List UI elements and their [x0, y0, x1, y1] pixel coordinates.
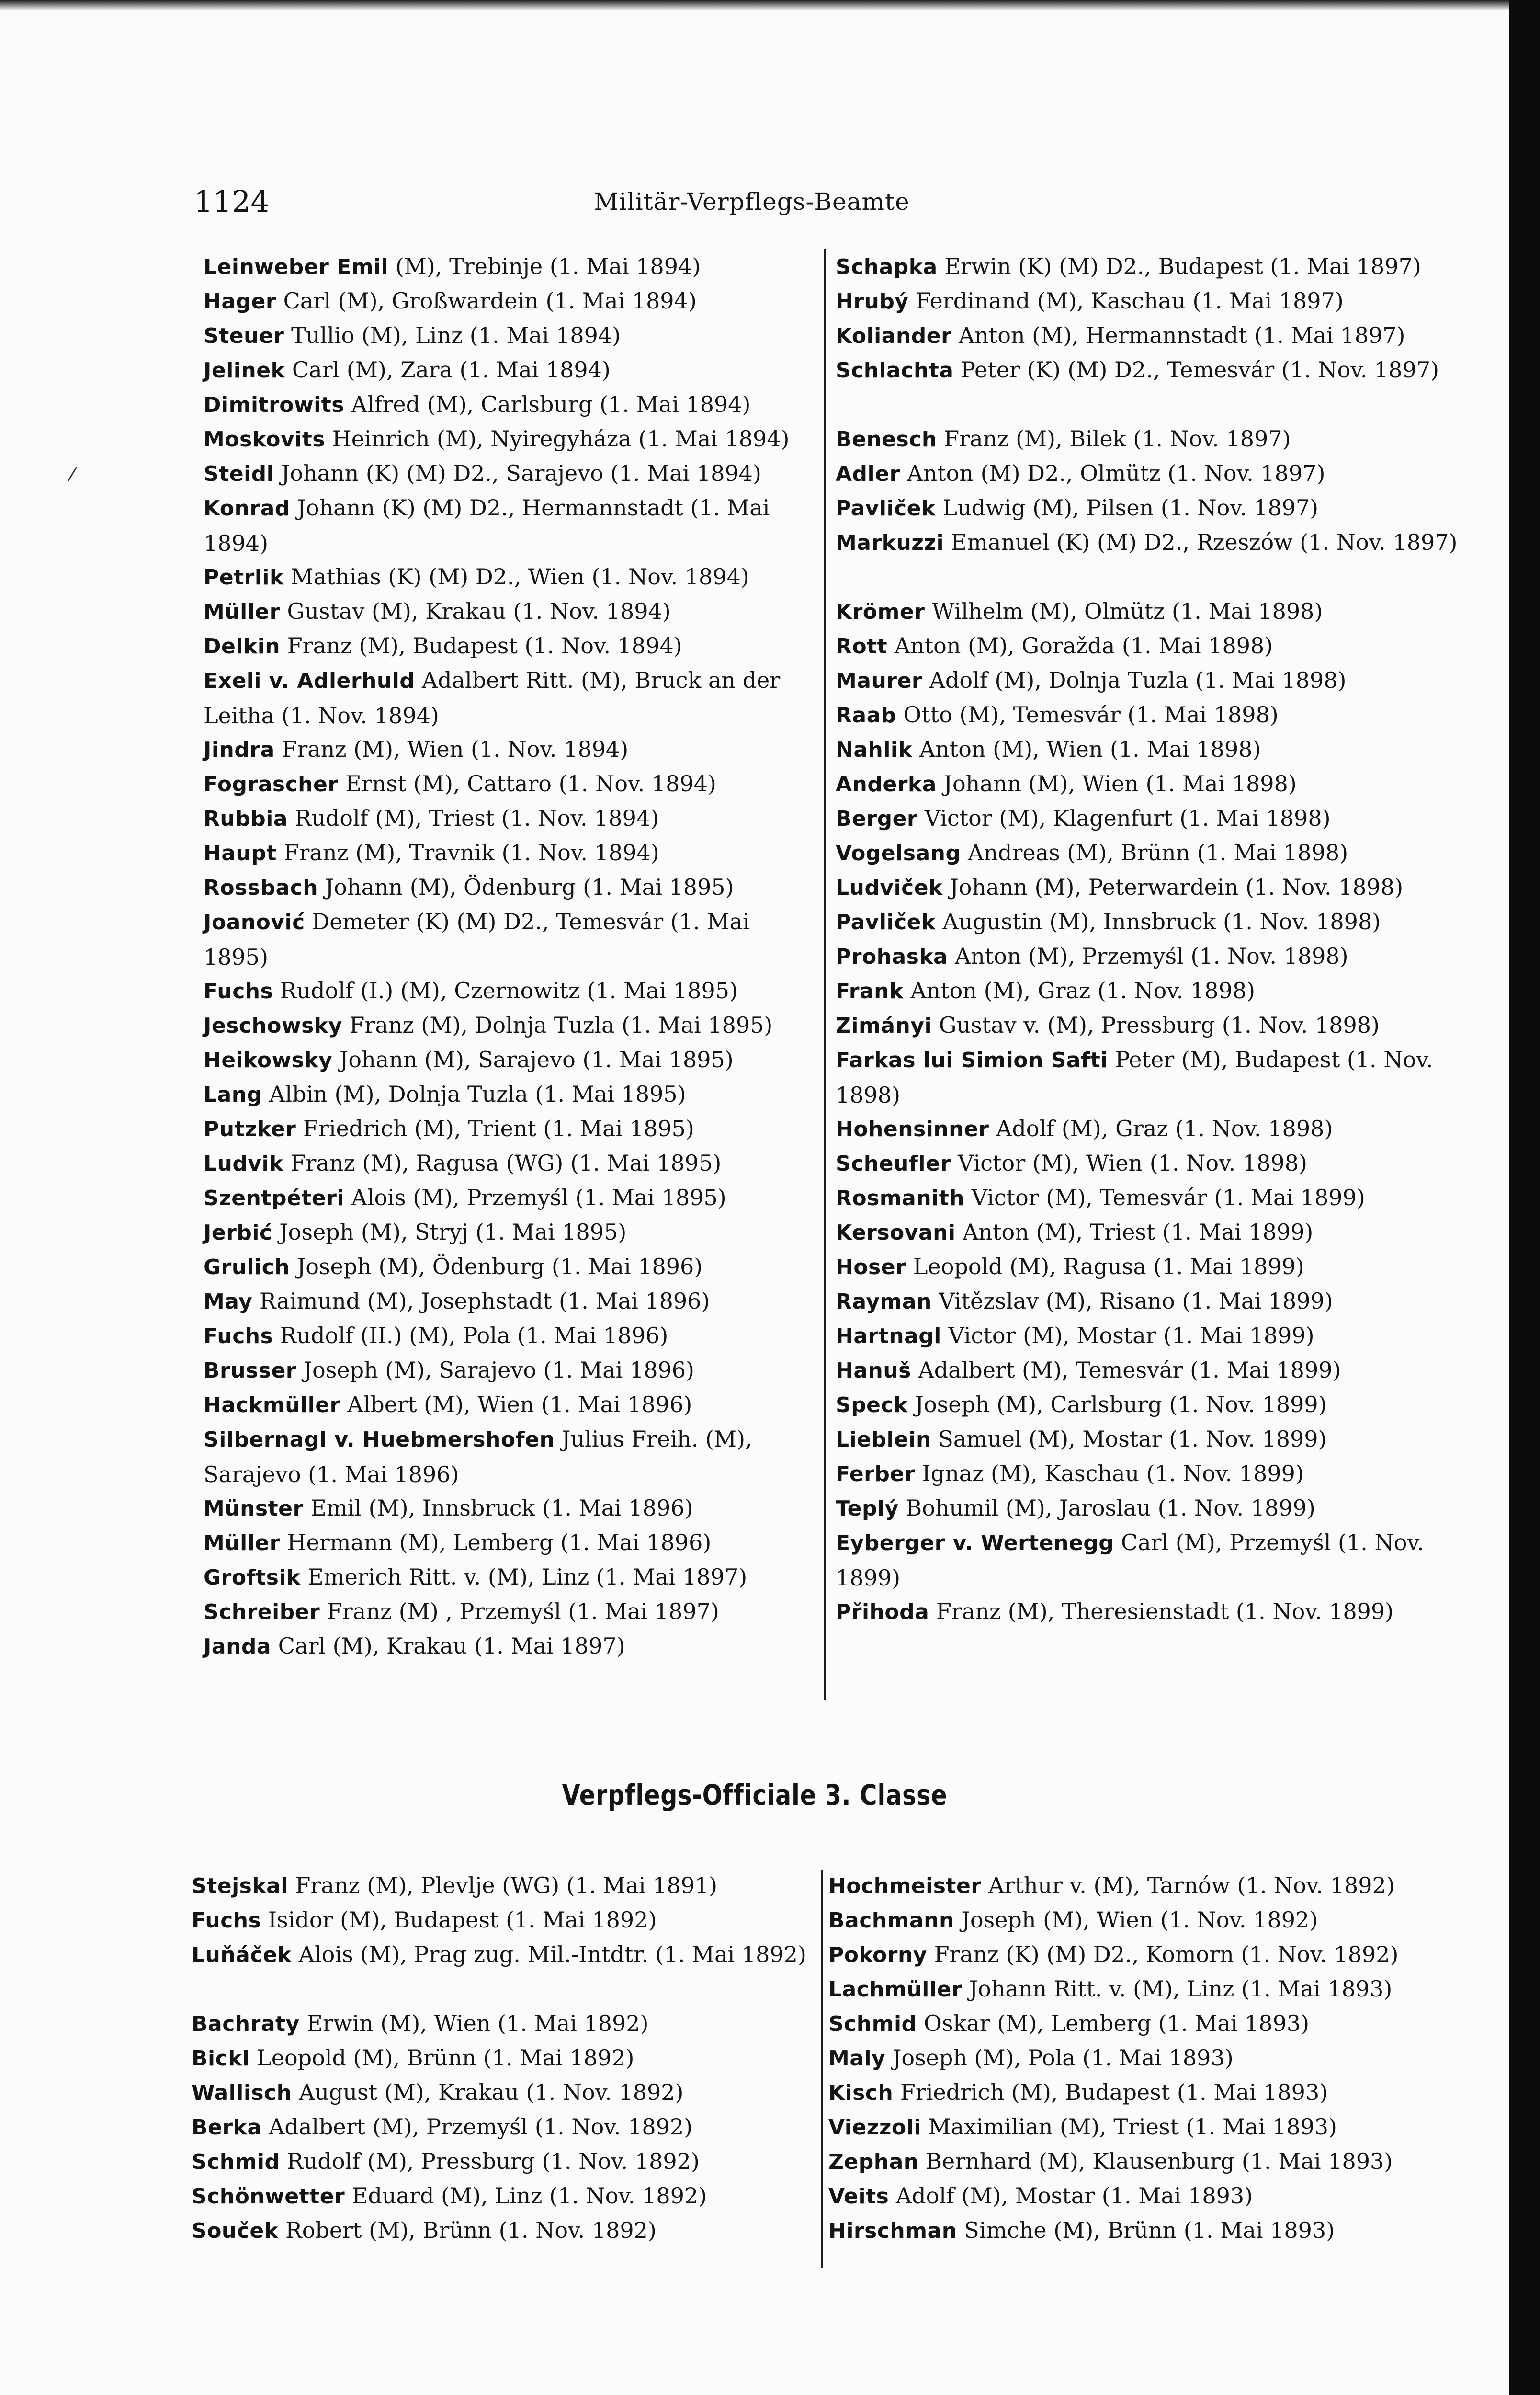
page-number: 1124 [194, 184, 270, 219]
list-item [204, 732, 821, 767]
entry-details: Joseph (M), Carlsburg (1. Nov. 1899) [907, 1391, 1327, 1417]
entry-details: Ernst (M), Cattaro (1. Nov. 1894) [338, 771, 716, 797]
entry-details: Adalbert Ritt. (M), Bruck an der Leitha (1. Nov. 1894) [204, 667, 781, 729]
list-item [836, 1008, 1482, 1043]
entry-details: Ferdinand (M), Kaschau (1. Mai 1897) [908, 288, 1344, 314]
entry-surname: Grulich [204, 1255, 290, 1279]
section-heading: Verpflegs-Officiale 3. Classe [562, 1779, 948, 1812]
entry-details: Franz (M), Travnik (1. Nov. 1894) [276, 840, 659, 866]
list-item [836, 663, 1482, 698]
list-item [836, 594, 1482, 629]
entry-surname: Hochmeister [828, 1874, 982, 1898]
entry-surname: Fograscher [204, 772, 339, 797]
entry-surname: Heikowsky [204, 1048, 333, 1072]
entry-surname: Fuchs [204, 979, 273, 1004]
entry-surname: Müller [204, 600, 280, 624]
list-item [836, 870, 1482, 905]
entry-surname: Exeli v. Adlerhuld [204, 669, 415, 693]
entry-surname: Scheufler [836, 1152, 951, 1176]
entry-details: Oskar (M), Lemberg (1. Mai 1893) [917, 2010, 1310, 2036]
entry-details: Franz (M), Budapest (1. Nov. 1894) [280, 633, 682, 659]
entry-details: Simche (M), Brünn (1. Mai 1893) [957, 2217, 1335, 2243]
entry-details: Carl (M), Przemyśl (1. Nov. 1899) [836, 1529, 1424, 1591]
entry-surname: Müller [204, 1531, 280, 1555]
entry-details: Joseph (M), Sarajevo (1. Mai 1896) [296, 1357, 694, 1383]
entry-surname: Maly [828, 2046, 886, 2071]
list-item [836, 490, 1482, 526]
entry-surname: Frank [836, 979, 904, 1004]
list-item [828, 2075, 1470, 2110]
entry-details: Leopold (M), Brünn (1. Mai 1892) [249, 2045, 634, 2071]
list-item [204, 766, 821, 802]
entry-surname: Hoser [836, 1255, 906, 1279]
list-item [836, 1353, 1482, 1388]
entry-surname: Delkin [204, 634, 281, 659]
list-item [204, 1525, 821, 1561]
list-item [204, 628, 821, 664]
entry-surname: Moskovits [204, 427, 325, 452]
entry-details: August (M), Krakau (1. Nov. 1892) [292, 2079, 684, 2105]
entry-surname: Souček [192, 2219, 279, 2243]
entry-details: Wilhelm (M), Olmütz (1. Mai 1898) [925, 598, 1323, 624]
entry-surname: Petrlik [204, 565, 284, 590]
list-item [204, 1146, 821, 1181]
entry-surname: Kisch [828, 2081, 894, 2105]
entry-surname: Teplý [836, 1496, 899, 1521]
entry-surname: Viezzoli [828, 2115, 921, 2140]
list-item [204, 490, 821, 560]
entry-details: Rudolf (II.) (M), Pola (1. Mai 1896) [273, 1323, 668, 1348]
entry-surname: Stejskal [192, 1874, 288, 1898]
list-item [204, 1560, 821, 1595]
entry-surname: Adler [836, 462, 900, 486]
list-item [192, 2110, 814, 2145]
list-item [836, 456, 1482, 491]
entry-details: Anton (M), Triest (1. Mai 1899) [955, 1219, 1314, 1245]
list-item [204, 1249, 821, 1285]
list-item [204, 1180, 821, 1216]
entry-surname: Konrad [204, 496, 290, 521]
list-item [192, 2041, 814, 2076]
list-item [836, 1491, 1482, 1526]
entry-surname: Jeschowsky [204, 1014, 342, 1038]
entry-surname: Haupt [204, 841, 277, 866]
entry-details: Anton (M), Hermannstadt (1. Mai 1897) [951, 322, 1405, 348]
entry-surname: Hanuš [836, 1358, 911, 1383]
list-item [836, 973, 1482, 1009]
entry-surname: Lieblein [836, 1427, 931, 1452]
entry-details: Franz (M), Plevlje (WG) (1. Mai 1891) [288, 1872, 718, 1898]
entry-details: Franz (M), Ragusa (WG) (1. Mai 1895) [283, 1150, 722, 1176]
entry-details: Adolf (M), Dolnja Tuzla (1. Mai 1898) [922, 667, 1347, 693]
upper-left-column [204, 249, 821, 1700]
entry-surname: Schapka [836, 255, 938, 279]
entry-surname: Groftsik [204, 1565, 301, 1590]
list-item [204, 801, 821, 836]
entry-surname: Pavliček [836, 496, 936, 521]
entry-surname: Dimitrowits [204, 393, 344, 417]
entry-details: Albert (M), Wien (1. Mai 1896) [340, 1391, 692, 1417]
list-item [204, 1111, 821, 1147]
list-item [192, 1868, 814, 1904]
entry-surname: Kersovani [836, 1220, 956, 1245]
entry-details: Leopold (M), Ragusa (1. Mai 1899) [906, 1254, 1304, 1279]
entry-surname: Ludviček [836, 876, 943, 900]
entry-details: Carl (M), Krakau (1. Mai 1897) [271, 1633, 625, 1659]
entry-details: Rudolf (I.) (M), Czernowitz (1. Mai 1895) [273, 978, 738, 1004]
entry-details: Augustin (M), Innsbruck (1. Nov. 1898) [935, 909, 1381, 935]
entry-details: Emerich Ritt. v. (M), Linz (1. Mai 1897) [300, 1564, 747, 1590]
entry-surname: Anderka [836, 772, 937, 797]
entry-details: Samuel (M), Mostar (1. Nov. 1899) [931, 1426, 1327, 1452]
list-item [836, 422, 1482, 457]
list-item [836, 1249, 1482, 1285]
entry-details: Emanuel (K) (M) D2., Rzeszów (1. Nov. 1897) [944, 529, 1458, 555]
entry-surname: May [204, 1289, 253, 1314]
list-item [828, 2041, 1470, 2076]
entry-details: Victor (M), Mostar (1. Mai 1899) [941, 1323, 1314, 1348]
entry-details: Erwin (K) (M) D2., Budapest (1. Mai 1897) [937, 253, 1421, 279]
list-item [836, 1318, 1482, 1354]
list-item [204, 387, 821, 422]
entry-surname: Prohaska [836, 945, 948, 969]
entry-details: Johann (K) (M) D2., Sarajevo (1. Mai 1894) [274, 460, 761, 486]
list-item [836, 318, 1482, 354]
list-item [836, 1387, 1482, 1423]
lower-right-column [828, 1868, 1470, 2266]
entry-details: Ludwig (M), Pilsen (1. Nov. 1897) [935, 495, 1319, 521]
entry-surname: Joanović [204, 910, 305, 935]
list-item [192, 2006, 814, 2041]
scan-edge-right [1509, 0, 1540, 2395]
list-item [204, 559, 821, 595]
list-item [204, 663, 821, 733]
entry-surname: Szentpéteri [204, 1186, 344, 1210]
list-item [836, 1594, 1482, 1630]
entry-surname: Markuzzi [836, 531, 944, 555]
list-item [836, 1422, 1482, 1457]
entry-surname: Berka [192, 2115, 262, 2140]
list-item [204, 422, 821, 457]
entry-details: Johann Ritt. v. (M), Linz (1. Mai 1893) [962, 1976, 1393, 2002]
entry-surname: Maurer [836, 669, 923, 693]
running-title: Militär-Verpflegs-Beamte [594, 188, 910, 216]
list-item [828, 2213, 1470, 2248]
entry-details: Franz (M) , Przemyśl (1. Mai 1897) [320, 1598, 719, 1624]
list-item [836, 1456, 1482, 1492]
entry-details: Isidor (M), Budapest (1. Mai 1892) [261, 1907, 657, 1933]
entry-surname: Hrubý [836, 289, 909, 314]
entry-details: Hermann (M), Lemberg (1. Mai 1896) [280, 1529, 712, 1555]
entry-details: Franz (M), Wien (1. Nov. 1894) [274, 736, 629, 762]
list-item [204, 1008, 821, 1043]
entry-surname: Fuchs [192, 1908, 261, 1933]
entry-surname: Schmid [828, 2012, 917, 2036]
entry-details: Johann (M), Sarajevo (1. Mai 1895) [332, 1047, 734, 1072]
entry-details: Bohumil (M), Jaroslau (1. Nov. 1899) [898, 1495, 1315, 1521]
entry-details: Anton (M), Wien (1. Mai 1898) [912, 736, 1261, 762]
entry-surname: Putzker [204, 1117, 296, 1141]
entry-details: Bernhard (M), Klausenburg (1. Mai 1893) [918, 2148, 1393, 2174]
entry-details: Johann (M), Peterwardein (1. Nov. 1898) [942, 874, 1404, 900]
entry-surname: Ludvik [204, 1152, 283, 1176]
list-item [192, 2178, 814, 2214]
entry-surname: Jindra [204, 738, 275, 762]
entry-details: Gustav v. (M), Pressburg (1. Nov. 1898) [932, 1012, 1380, 1038]
list-item [836, 1215, 1482, 1250]
entry-details: Joseph (M), Ödenburg (1. Mai 1896) [290, 1254, 703, 1279]
entry-details: Ignaz (M), Kaschau (1. Nov. 1899) [915, 1460, 1304, 1486]
list-item [836, 1180, 1482, 1216]
list-item [828, 2178, 1470, 2214]
entry-surname: Bickl [192, 2046, 250, 2071]
list-item [204, 318, 821, 354]
entry-details: Joseph (M), Pola (1. Mai 1893) [885, 2045, 1234, 2071]
entry-details: (M), Trebinje (1. Mai 1894) [388, 253, 701, 279]
entry-details: Robert (M), Brünn (1. Nov. 1892) [278, 2217, 657, 2243]
entry-details: Otto (M), Temesvár (1. Mai 1898) [896, 702, 1279, 728]
entry-surname: Jerbić [204, 1220, 272, 1245]
scan-edge-top [0, 0, 1540, 11]
entry-details: Adolf (M), Graz (1. Nov. 1898) [989, 1116, 1333, 1141]
list-item [204, 1318, 821, 1354]
list-item [204, 1594, 821, 1630]
list-item [828, 1868, 1470, 1904]
list-item [828, 1937, 1470, 1973]
entry-details: Vitězslav (M), Risano (1. Mai 1899) [931, 1288, 1333, 1314]
lower-left-column [192, 1868, 814, 2266]
entry-surname: Hartnagl [836, 1324, 941, 1348]
entry-details: Mathias (K) (M) D2., Wien (1. Nov. 1894) [283, 564, 749, 590]
list-item [204, 835, 821, 871]
entry-surname: Lachmüller [828, 1977, 962, 2002]
entry-details: Adolf (M), Mostar (1. Mai 1893) [889, 2183, 1253, 2209]
entry-surname: Leinweber Emil [204, 255, 389, 279]
list-item [192, 2144, 814, 2179]
list-item [836, 904, 1482, 940]
entry-details: Arthur v. (M), Tarnów (1. Nov. 1892) [981, 1872, 1395, 1898]
entry-details: Franz (M), Bilek (1. Nov. 1897) [937, 426, 1291, 452]
list-item [836, 835, 1482, 871]
entry-details: Joseph (M), Wien (1. Nov. 1892) [954, 1907, 1318, 1933]
entry-details: Carl (M), Großwardein (1. Mai 1894) [276, 288, 697, 314]
entry-surname: Schlachta [836, 358, 954, 383]
entry-details: Johann (M), Ödenburg (1. Mai 1895) [318, 874, 734, 900]
entry-surname: Krömer [836, 600, 925, 624]
entry-surname: Luňáček [192, 1943, 292, 1967]
entry-surname: Hirschman [828, 2219, 957, 2243]
entry-surname: Koliander [836, 324, 952, 348]
entry-surname: Brusser [204, 1358, 296, 1383]
entry-surname: Steuer [204, 324, 284, 348]
entry-surname: Schönwetter [192, 2184, 345, 2209]
entry-surname: Eyberger v. Wertenegg [836, 1531, 1114, 1555]
entry-surname: Rott [836, 634, 888, 659]
entry-surname: Fuchs [204, 1324, 273, 1348]
entry-details: Adalbert (M), Temesvár (1. Mai 1899) [911, 1357, 1341, 1383]
entry-surname: Rubbia [204, 807, 288, 831]
entry-details: Anton (M), Goražda (1. Mai 1898) [887, 633, 1273, 659]
entry-details: Erwin (M), Wien (1. Mai 1892) [299, 2010, 649, 2036]
entry-details: Franz (K) (M) D2., Komorn (1. Nov. 1892) [927, 1941, 1399, 1967]
entry-surname: Vogelsang [836, 841, 961, 866]
entry-surname: Hackmüller [204, 1393, 340, 1417]
entry-details: Raimund (M), Josephstadt (1. Mai 1896) [252, 1288, 710, 1314]
list-item [836, 1146, 1482, 1181]
entry-details: Peter (M), Budapest (1. Nov. 1898) [836, 1047, 1433, 1108]
entry-details: Emil (M), Innsbruck (1. Mai 1896) [303, 1495, 693, 1521]
entry-surname: Hohensinner [836, 1117, 989, 1141]
list-item [828, 2144, 1470, 2179]
entry-details: Friedrich (M), Budapest (1. Mai 1893) [893, 2079, 1328, 2105]
list-item [204, 1215, 821, 1250]
entry-details: Rudolf (M), Triest (1. Nov. 1894) [287, 805, 659, 831]
list-item [204, 1629, 821, 1664]
list-item [836, 766, 1482, 802]
entry-surname: Nahlik [836, 738, 913, 762]
entry-surname: Steidl [204, 462, 274, 486]
entry-details: Demeter (K) (M) D2., Temesvár (1. Mai 1895) [204, 909, 750, 970]
entry-surname: Schreiber [204, 1600, 320, 1624]
list-item [204, 870, 821, 905]
entry-surname: Zimányi [836, 1014, 932, 1038]
entry-surname: Lang [204, 1083, 262, 1107]
list-item [836, 939, 1482, 974]
entry-surname: Jelinek [204, 358, 285, 383]
column-rule-lower [821, 1870, 823, 2268]
list-item [828, 1903, 1470, 1938]
entry-details: Tullio (M), Linz (1. Mai 1894) [284, 322, 621, 348]
entry-surname: Zephan [828, 2150, 919, 2174]
list-item [836, 1042, 1482, 1112]
list-item [836, 628, 1482, 664]
list-item [836, 1525, 1482, 1595]
entry-details: Anton (M), Graz (1. Nov. 1898) [903, 978, 1256, 1004]
entry-surname: Rosmanith [836, 1186, 965, 1210]
entry-details: Andreas (M), Brünn (1. Mai 1898) [961, 840, 1348, 866]
stray-mark: ⁄ [71, 464, 74, 486]
list-item [828, 1972, 1470, 2007]
list-item [836, 525, 1482, 560]
entry-surname: Hager [204, 289, 277, 314]
entry-details: Rudolf (M), Pressburg (1. Nov. 1892) [280, 2148, 700, 2174]
entry-surname: Ferber [836, 1462, 915, 1486]
entry-details: Gustav (M), Krakau (1. Nov. 1894) [280, 598, 671, 624]
list-item [204, 456, 821, 491]
list-item [204, 1077, 821, 1112]
list-item [204, 973, 821, 1009]
column-rule-upper [824, 249, 826, 1700]
list-item [204, 1422, 821, 1492]
list-item [828, 2006, 1470, 2041]
entry-surname: Bachraty [192, 2012, 300, 2036]
entry-details: Franz (M), Theresienstadt (1. Nov. 1899) [929, 1598, 1394, 1624]
list-item [204, 353, 821, 388]
list-item [204, 284, 821, 319]
list-item [204, 1491, 821, 1526]
entry-details: Maximilian (M), Triest (1. Mai 1893) [921, 2114, 1337, 2140]
entry-details: Victor (M), Klagenfurt (1. Mai 1898) [917, 805, 1331, 831]
list-item [836, 284, 1482, 319]
entry-details: Alfred (M), Carlsburg (1. Mai 1894) [344, 391, 751, 417]
entry-surname: Speck [836, 1393, 908, 1417]
list-item [836, 1111, 1482, 1147]
list-item [204, 1042, 821, 1078]
entry-details: Peter (K) (M) D2., Temesvár (1. Nov. 1897) [953, 357, 1439, 383]
entry-surname: Veits [828, 2184, 889, 2209]
entry-surname: Přihoda [836, 1600, 929, 1624]
list-item [192, 1903, 814, 1938]
list-item [204, 1387, 821, 1423]
entry-details: Anton (M) D2., Olmütz (1. Nov. 1897) [900, 460, 1325, 486]
entry-details: Victor (M), Wien (1. Nov. 1898) [951, 1150, 1307, 1176]
entry-surname: Bachmann [828, 1908, 954, 1933]
entry-details: Victor (M), Temesvár (1. Mai 1899) [964, 1185, 1365, 1210]
entry-surname: Rayman [836, 1289, 932, 1314]
list-item [828, 2110, 1470, 2145]
upper-right-column [836, 249, 1482, 1700]
entry-surname: Janda [204, 1634, 272, 1659]
entry-surname: Berger [836, 807, 918, 831]
page-header [194, 180, 1310, 223]
entry-details: Albin (M), Dolnja Tuzla (1. Mai 1895) [262, 1081, 686, 1107]
entry-details: Johann (K) (M) D2., Hermannstadt (1. Mai 1894) [204, 495, 770, 556]
entry-details: Heinrich (M), Nyiregyháza (1. Mai 1894) [325, 426, 790, 452]
entry-details: Julius Freih. (M), Sarajevo (1. Mai 1896) [204, 1426, 752, 1487]
entry-surname: Benesch [836, 427, 937, 452]
entry-surname: Münster [204, 1496, 304, 1521]
list-item [204, 249, 821, 285]
list-item [836, 697, 1482, 733]
entry-details: Eduard (M), Linz (1. Nov. 1892) [345, 2183, 707, 2209]
list-item [192, 2213, 814, 2248]
entry-details: Carl (M), Zara (1. Mai 1894) [285, 357, 611, 383]
entry-details: Joseph (M), Stryj (1. Mai 1895) [272, 1219, 627, 1245]
list-item [204, 1353, 821, 1388]
entry-surname: Rossbach [204, 876, 318, 900]
list-item [836, 732, 1482, 767]
list-item [204, 904, 821, 974]
list-item [836, 353, 1482, 388]
entry-surname: Pavliček [836, 910, 936, 935]
entry-details: Johann (M), Wien (1. Mai 1898) [936, 771, 1297, 797]
entry-details: Anton (M), Przemyśl (1. Nov. 1898) [948, 943, 1348, 969]
entry-surname: Silbernagl v. Huebmershofen [204, 1427, 555, 1452]
list-item [192, 1937, 814, 1973]
entry-details: Franz (M), Dolnja Tuzla (1. Mai 1895) [342, 1012, 773, 1038]
list-item [204, 1284, 821, 1319]
entry-surname: Raab [836, 703, 896, 728]
list-item [836, 801, 1482, 836]
entry-details: Friedrich (M), Trient (1. Mai 1895) [296, 1116, 694, 1141]
entry-details: Alois (M), Przemyśl (1. Mai 1895) [344, 1185, 726, 1210]
list-item [204, 594, 821, 629]
entry-surname: Farkas lui Simion Safti [836, 1048, 1108, 1072]
entry-details: Alois (M), Prag zug. Mil.-Intdtr. (1. Mai 1892) [292, 1941, 806, 1967]
entry-surname: Wallisch [192, 2081, 292, 2105]
entry-surname: Pokorny [828, 1943, 927, 1967]
list-item [836, 1284, 1482, 1319]
list-item [192, 2075, 814, 2110]
list-item [836, 249, 1482, 285]
entry-details: Adalbert (M), Przemyśl (1. Nov. 1892) [261, 2114, 693, 2140]
entry-surname: Schmid [192, 2150, 280, 2174]
